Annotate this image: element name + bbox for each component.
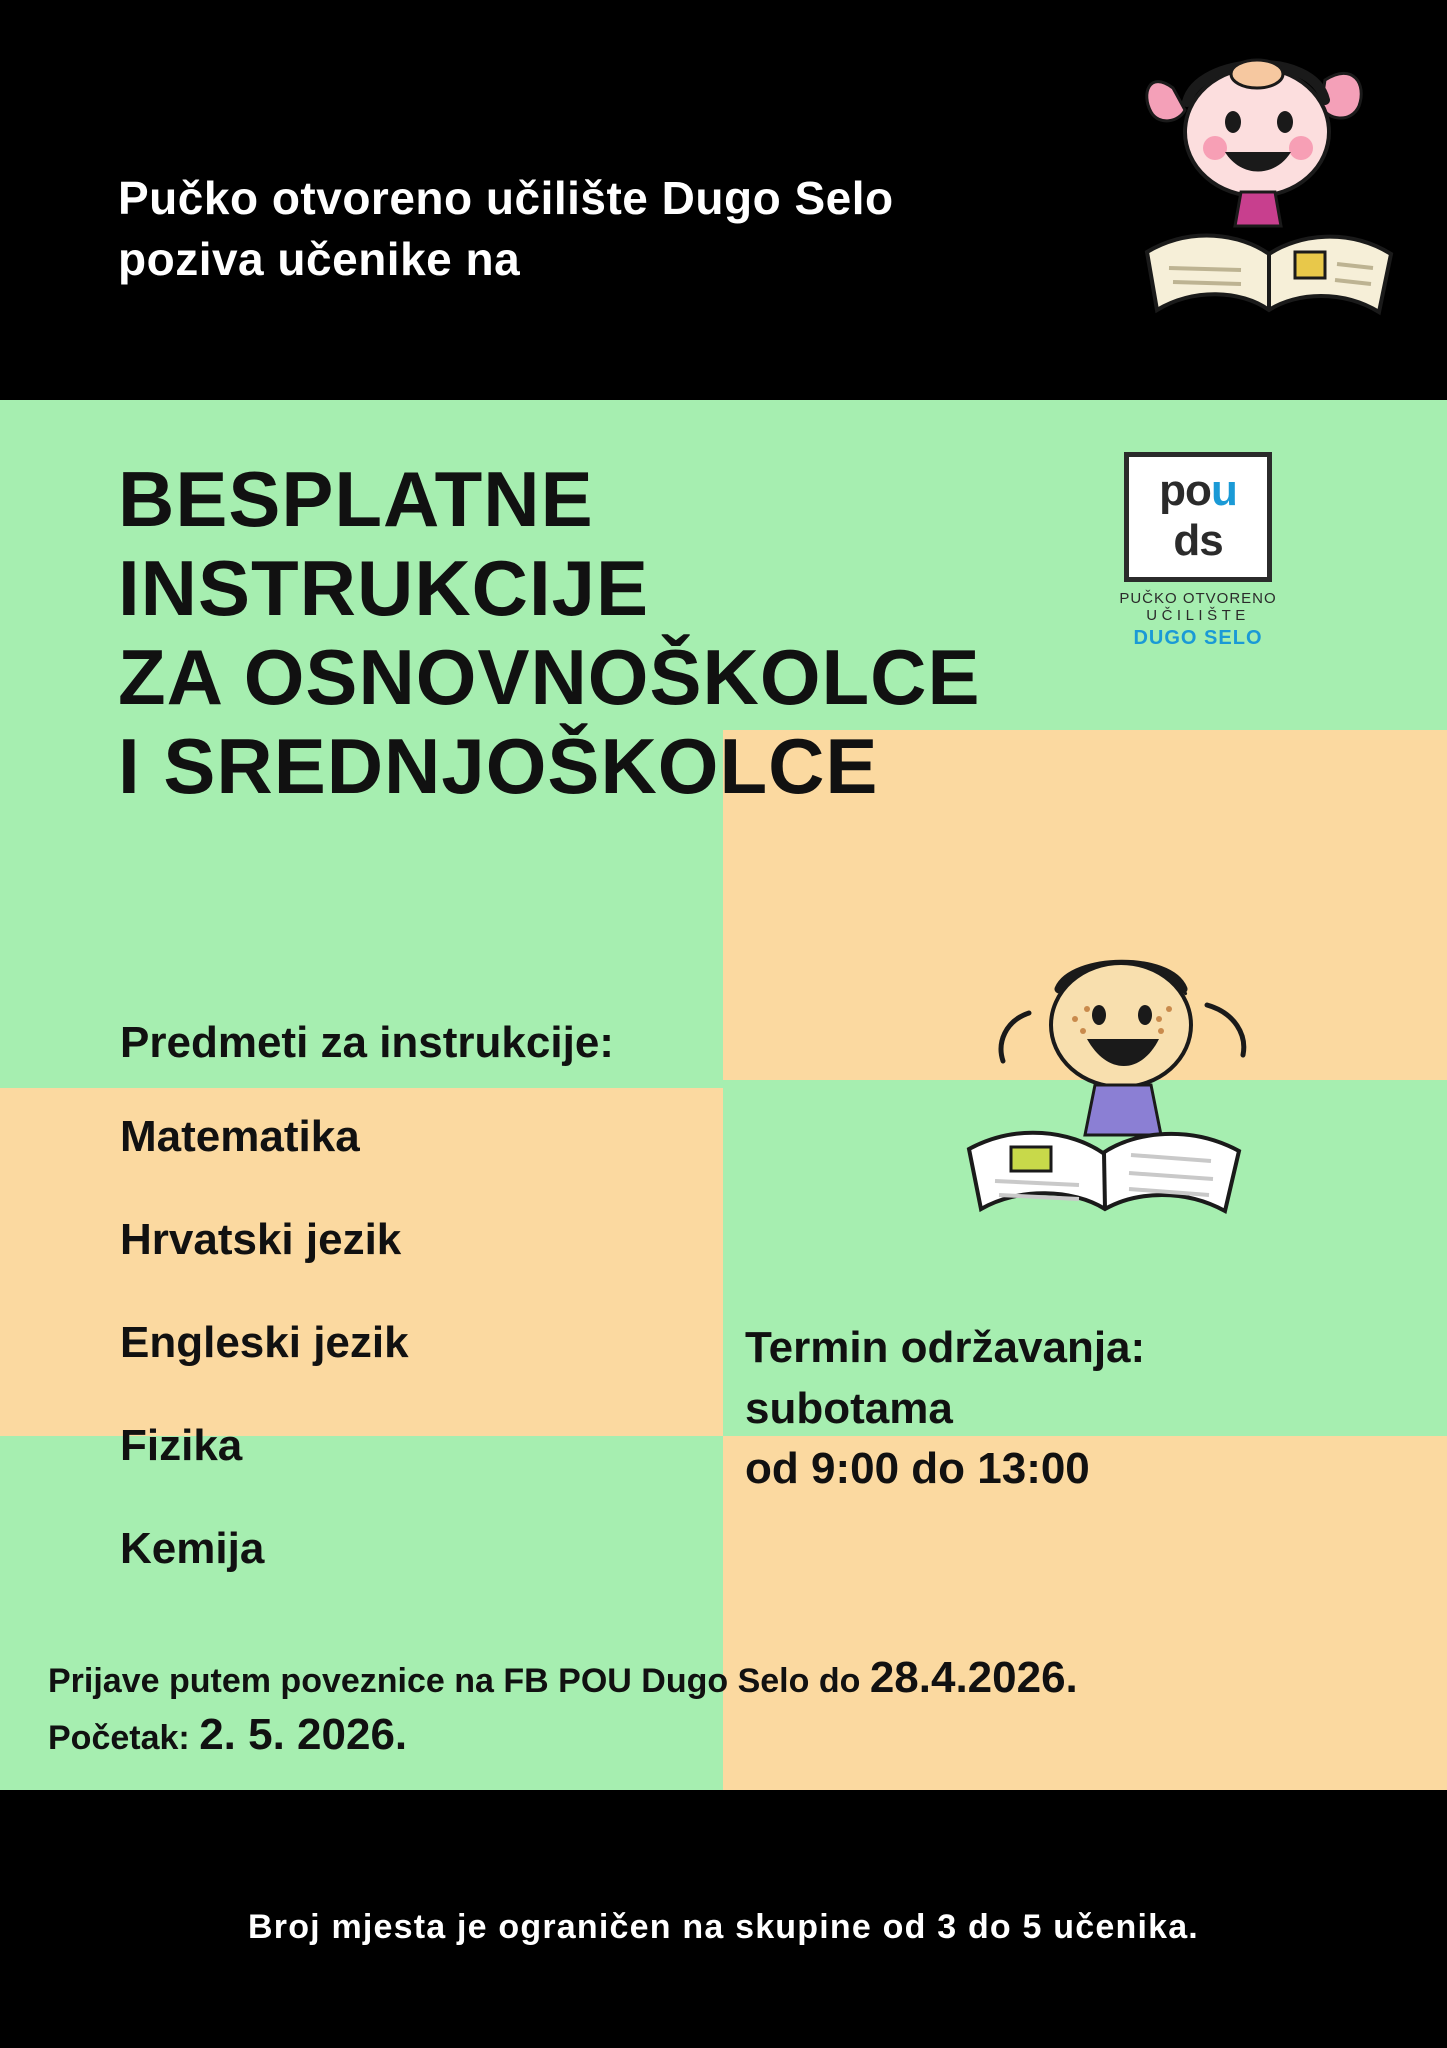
footer-band [0,1790,1447,2048]
registration-line-1 [48,1653,1078,1703]
headline-line-1: BESPLATNE [118,455,594,543]
pou-logo-mark [1124,452,1272,582]
pou-logo-u: u [1210,466,1237,515]
schedule-day: subotama [745,1383,953,1433]
pou-logo-ds: ds [1173,516,1223,565]
subjects-heading: Predmeti za instrukcije: [120,1018,614,1067]
headline-line-2: INSTRUKCIJE [118,543,650,632]
schedule-label: Termin održavanja: [745,1323,1146,1372]
pou-logo-subtitle-3: DUGO SELO [1133,627,1263,649]
pou-logo [1113,452,1283,650]
list-item: Matematika [120,1112,360,1161]
header-line-1: Pučko otvoreno učilište Dugo Selo [118,172,894,224]
header-invitation-text [118,168,1018,289]
subjects-list [120,1112,409,1627]
start-label: Početak: [48,1719,200,1757]
headline-line-4: I SREDNJOŠKOLCE [118,721,879,810]
header-band [0,0,1447,400]
pou-logo-po: po [1159,466,1211,515]
girl-reading-book-icon [1129,30,1409,330]
header-line-2: poziva učenike na [118,232,521,285]
boy-reading-book-icon [955,935,1295,1235]
headline-line-3: ZA OSNOVNOŠKOLCE [118,632,981,721]
list-item: Fizika [120,1421,243,1470]
pou-logo-subtitle-1: PUČKO OTVORENO [1119,590,1277,607]
footer-note: Broj mjesta je ograničen na skupine od 3 do 5 učenika. [248,1908,1199,1946]
schedule-block [745,1318,1145,1500]
list-item: Kemija [120,1524,265,1573]
start-date: 2. 5. 2026. [199,1710,408,1759]
schedule-time: od 9:00 do 13:00 [745,1444,1090,1494]
registration-line-2 [48,1710,407,1760]
registration-deadline-date: 28.4.2026. [869,1653,1078,1702]
list-item: Hrvatski jezik [120,1215,402,1264]
list-item: Engleski jezik [120,1318,409,1367]
registration-text: Prijave putem poveznice na FB POU Dugo Selo do [48,1662,870,1700]
pou-logo-subtitle-2: UČILIŠTE [1146,607,1250,624]
